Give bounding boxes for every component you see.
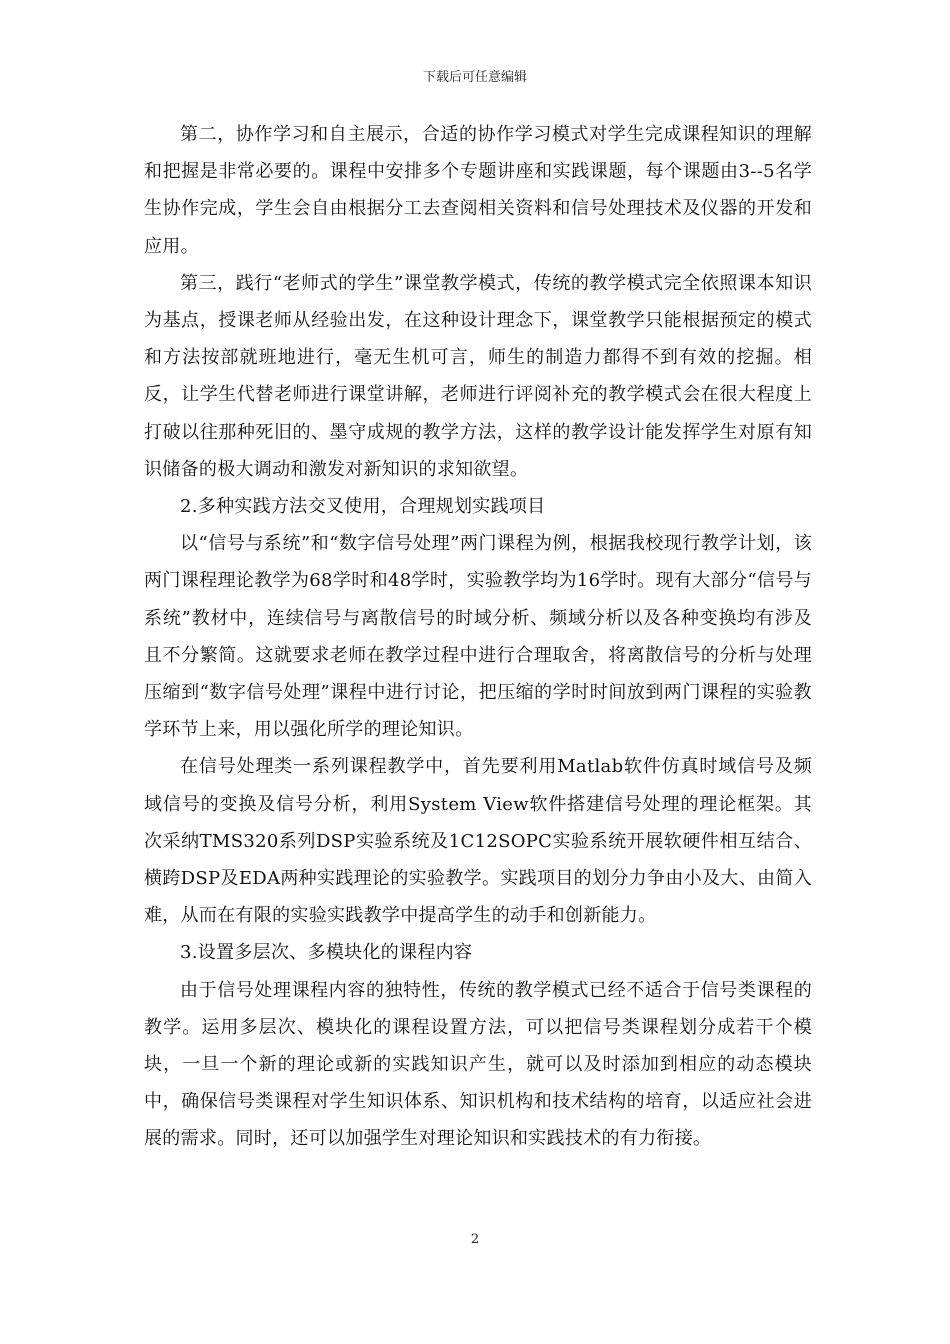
page-header: 下载后可任意编辑 [422,70,527,85]
paragraph-teacher-style-student: 第三，践行“老师式的学生”课堂教学模式，传统的教学模式完全依照课本知识为基点，授课老师从经验出发，在这种设计理念下，课堂教学只能根据预定的模式和方法按部就班地进行，毫无生机可言，师生的制造力都得不到有效的挖掘。相反，让学生代替老师进行课堂讲解，老师进行评阅补充的教学模式会在很大程度上打破以往那种死旧的、墨守成规的教学方法，这样的教学设计能发挥学生对原有知识储备的极大调动和激发对新知识的求知欲望。 [144,272,812,480]
page-number: 2 [470,1232,480,1247]
section-heading-multilevel-content: 3.设置多层次、多模块化的课程内容 [180,942,473,964]
paragraph-modular-curriculum: 由于信号处理课程内容的独特性，传统的教学模式已经不适合于信号类课程的教学。运用多层次、模块化的课程设置方法，可以把信号类课程划分成若干个模块，一旦一个新的理论或新的实践知识产生，就可以及时添加到相应的动态模块中，确保信号类课程对学生知识体系、知识机构和技术结构的培育，以适应社会进展的需求。同时，还可以加强学生对理论知识和实践技术的有力衔接。 [144,979,812,1150]
paragraph-signal-processing-practice: 在信号处理类一系列课程教学中，首先要利用Matlab软件仿真时域信号及频域信号的变换及信号分析，利用System View软件搭建信号处理的理论框架。其次采纳TMS320系列DSP实验系统及1C12SOPC实验系统开展软硬件相互结合、横跨DSP及EDA两种实践理论的实验教学。实践项目的划分力争由小及大、由简入难，从而在有限的实验实践教学中提高学生的动手和创新能力。 [144,756,812,927]
paragraph-collaborative-learning: 第二，协作学习和自主展示，合适的协作学习模式对学生完成课程知识的理解和把握是非常必要的。课程中安排多个专题讲座和实践课题，每个课题由3--5名学生协作完成，学生会自由根据分工去查阅相关资料和信号处理技术及仪器的开发和应用。 [144,124,812,257]
paragraph-course-example: 以“信号与系统”和“数字信号处理”两门课程为例，根据我校现行教学计划，该两门课程理论教学为68学时和48学时，实验教学均为16学时。现有大部分“信号与系统”教材中，连续信号与离散信号的时域分析、频域分析以及各种变换均有涉及且不分繁简。这就要求老师在教学过程中进行合理取舍，将离散信号的分析与处理压缩到“数字信号处理”课程中进行讨论，把压缩的学时时间放到两门课程的实验教学环节上来，用以强化所学的理论知识。 [144,533,812,741]
section-heading-practice-methods: 2.多种实践方法交叉使用，合理规划实践项目 [180,496,546,518]
document-body [144,116,812,1158]
